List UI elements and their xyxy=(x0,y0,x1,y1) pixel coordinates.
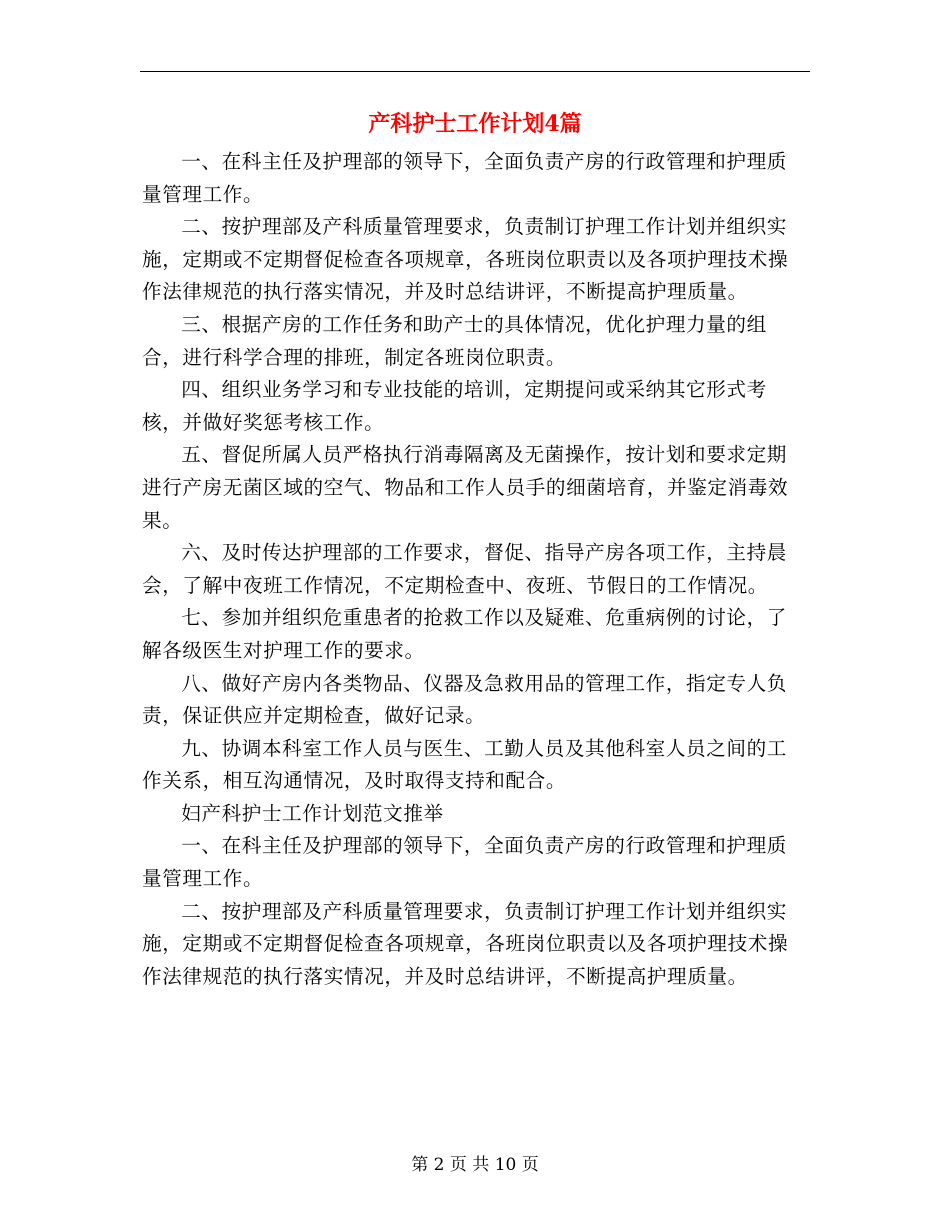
page-footer: 第 2 页 共 10 页 xyxy=(411,1155,539,1175)
paragraph: 三、根据产房的工作任务和助产士的具体情况，优化护理力量的组合，进行科学合理的排班，制定各班岗位职责。 xyxy=(142,312,767,369)
paragraph: 九、协调本科室工作人员与医生、工勤人员及其他科室人员之间的工作关系，相互沟通情况，及时取得支持和配合。 xyxy=(142,736,787,793)
paragraph: 八、做好产房内各类物品、仪器及急救用品的管理工作，指定专人负责，保证供应并定期检查，做好记录。 xyxy=(142,671,787,728)
paragraph: 一、在科主任及护理部的领导下，全面负责产房的行政管理和护理质量管理工作。 xyxy=(142,834,787,891)
header-rule xyxy=(140,71,810,72)
section-heading: 妇产科护士工作计划范文推举 xyxy=(181,801,444,825)
document-body xyxy=(142,146,802,993)
document-title: 产科护士工作计划4篇 xyxy=(368,111,582,137)
paragraph: 二、按护理部及产科质量管理要求，负责制订护理工作计划并组织实施，定期或不定期督促检查各项规章，各班岗位职责以及各项护理技术操作法律规范的执行落实情况，并及时总结讲评，不断提高护理质量。 xyxy=(142,899,789,988)
paragraph: 二、按护理部及产科质量管理要求，负责制订护理工作计划并组织实施，定期或不定期督促检查各项规章，各班岗位职责以及各项护理技术操作法律规范的执行落实情况，并及时总结讲评，不断提高护理质量。 xyxy=(142,215,789,304)
paragraph: 七、参加并组织危重患者的抢救工作以及疑难、危重病例的讨论，了解各级医生对护理工作的要求。 xyxy=(142,606,787,662)
paragraph: 四、组织业务学习和专业技能的培训，定期提问或采纳其它形式考核，并做好奖惩考核工作。 xyxy=(142,378,767,434)
paragraph: 六、及时传达护理部的工作要求，督促、指导产房各项工作，主持晨会，了解中夜班工作情况，不定期检查中、夜班、节假日的工作情况。 xyxy=(142,541,787,597)
paragraph: 一、在科主任及护理部的领导下，全面负责产房的行政管理和护理质量管理工作。 xyxy=(142,150,787,206)
paragraph: 五、督促所属人员严格执行消毒隔离及无菌操作，按计划和要求定期进行产房无菌区域的空气、物品和工作人员手的细菌培育，并鉴定消毒效果。 xyxy=(142,443,789,532)
